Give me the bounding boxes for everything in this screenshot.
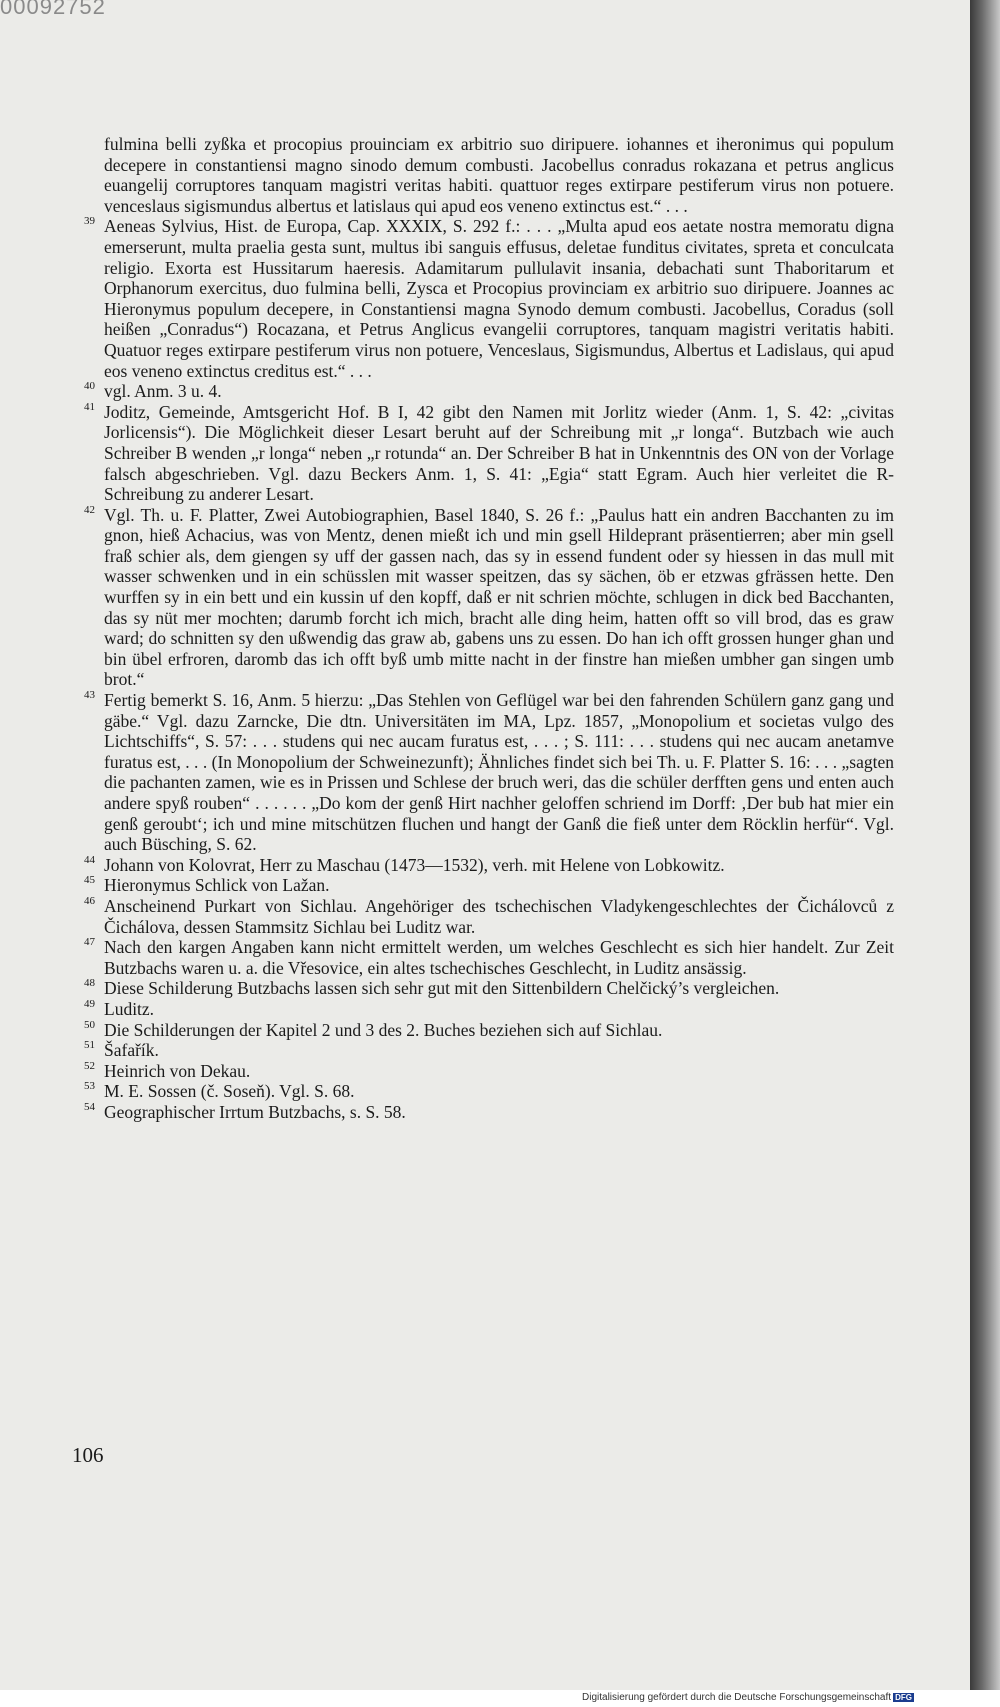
footnote-number: 41 — [84, 400, 95, 413]
footnote-number: 46 — [84, 894, 95, 907]
footnote-text: Geographischer Irrtum Butzbachs, s. S. 58. — [104, 1101, 406, 1122]
footnote-number: 53 — [84, 1080, 95, 1093]
footnote-text: Joditz, Gemeinde, Amtsgericht Hof. B I, 42 gibt den Namen mit Jorlitz wieder (Anm. 1, S. 42: „civitas Jorlicensis“). Die Möglichkeit dieser Lesart beruht auf der Schreibung mit „r longa“. Butzbach wie auch Schreiber B wenden „r longa“ neben „r rotunda“ an. Der Schreiber B hat in Unkenntnis des ON von der Vorlage falsch abgeschrieben. Vgl. dazu Beckers Anm. 1, S. 41: „Egia“ statt Egram. Auch hier verleitet die R-Schreibung zu anderer Lesart. — [104, 401, 894, 505]
footnote-47 — [84, 937, 894, 978]
footnote-number: 49 — [84, 997, 95, 1010]
footnote-text: Anscheinend Purkart von Sichlau. Angehöriger des tschechischen Vladykengeschlechtes der Čichálovců z Čichálova, dessen Stammsitz Sichlau bei Luditz war. — [104, 895, 894, 937]
footnote-44 — [84, 855, 894, 876]
footnote-text: Heinrich von Dekau. — [104, 1060, 251, 1081]
footnote-45 — [84, 875, 894, 896]
footnote-text: Šafařík. — [104, 1040, 159, 1061]
footnote-number: 42 — [84, 503, 95, 516]
footnote-51 — [84, 1040, 894, 1061]
footnote-number: 52 — [84, 1059, 95, 1072]
footnote-number: 51 — [84, 1039, 95, 1052]
footnote-number: 48 — [84, 977, 95, 990]
footnote-52 — [84, 1061, 894, 1082]
scan-id: 00092752 — [0, 0, 106, 19]
footnote-text: Luditz. — [104, 998, 155, 1019]
dfg-logo: DFG — [895, 1693, 912, 1702]
footnote-54 — [84, 1102, 894, 1123]
footnote-text: M. E. Sossen (č. Soseň). Vgl. S. 68. — [104, 1081, 355, 1102]
page-number: 106 — [72, 1443, 104, 1467]
footnote-text: vgl. Anm. 3 u. 4. — [104, 381, 222, 402]
footnote-number: 43 — [84, 689, 95, 702]
footnote-40 — [84, 381, 894, 402]
footnote-block — [84, 134, 894, 1123]
footnote-text: Aeneas Sylvius, Hist. de Europa, Cap. XXXIX, S. 292 f.: . . . „Multa apud eos aetate nostra memoratu digna emerserunt, multa praelia gesta sunt, multus ibi sanguis effusus, deletae funditus civitates, spreta et conculcata religio. Exorta est Hussitarum haeresis. Adamitarum pullulavit insania, debachati sunt Thaboritarum et Orphanorum exercitus, duo fulmina belli, Zysca et Procopius provinciam ex arbitrio suo diripuere. Joannes ac Hieronymus populum decepere, in Constantiensi magna Synodo demum combusti. Jacobellus, Coradus (soll heißen „Conradus“) Rocazana, et Petrus Anglicus evangelii corruptores, tanquam magistri veritatis habiti. Quatuor reges extirpare pestiferum virus non potuere, Venceslaus, Sigismundus, Albertus et Ladislaus, qui apud eos veneno extinctus creditus est.“ . . . — [104, 216, 894, 381]
footnote-46 — [84, 896, 894, 937]
footnote-number: 50 — [84, 1018, 95, 1031]
funding-credit — [582, 1692, 914, 1703]
footnote-48 — [84, 978, 894, 999]
footnote-continuation: fulmina belli zyßka et procopius prouinciam ex arbitrio suo diripuere. iohannes et iheronimus qui populum decepere in constantiensi magno sinodo demum combusti. Jacobellus conradus rokazana et petrus anglicus euangelij corruptores tanquam magistri veritas habiti. quattuor reges extirpare pestiferum virus non potuere. venceslaus sigismundus albertus et latislaus qui apud eos veneno extinctus est.“ . . . — [104, 134, 894, 216]
credit-text: Digitalisierung gefördert durch die Deutsche Forschungsgemeinschaft — [582, 1692, 892, 1703]
footnote-text: Johann von Kolovrat, Herr zu Maschau (1473—1532), verh. mit Helene von Lobkowitz. — [104, 854, 725, 875]
footnote-number: 45 — [84, 874, 95, 887]
footnote-text: Nach den kargen Angaben kann nicht ermittelt werden, um welches Geschlecht es sich hier handelt. Zur Zeit Butzbachs waren u. a. die Vřesovice, ein altes tschechisches Geschlecht, in Luditz ansässig. — [104, 937, 894, 978]
footnote-number: 54 — [84, 1100, 95, 1113]
footnote-50 — [84, 1020, 894, 1041]
footnote-text: Vgl. Th. u. F. Platter, Zwei Autobiographien, Basel 1840, S. 26 f.: „Paulus hatt ein andren Bacchanten zu im gnon, hieß Achacius, was von Mentz, denen mießt ich und min gsell Hildeprant präsentierren; aber min gsell fraß schier als, dem giengen sy uff der gassen nach, das sy in essend fundent oder sy hiessen in das mull mit wasser schwenken und in ein schüsslen mit wasser speitzen, das sy sächen, öb er etzwas gfrässen hette. Den wurffen sy in ein bett und ein kussin uf den kopff, daß er nit schrien möchte, schlugen in dick bed Bacchanten, das sy nüt mer mochten; darumb forcht ich mich, bracht alle ding heim, hatten offt so vill brod, das es graw ward; do schnitten sy den ußwendig das graw ab, gabens uns zu essen. Do han ich offt grossen hunger ghan und bin übel erfroren, daromb das ich offt byß umb mitte nacht in der finstre han mießen umbher gan singen umb brot.“ — [104, 504, 894, 690]
scan-edge — [970, 0, 1000, 1690]
footnote-number: 40 — [84, 380, 95, 393]
footnote-text: Hieronymus Schlick von Lažan. — [104, 875, 330, 896]
footnote-text: Fertig bemerkt S. 16, Anm. 5 hierzu: „Das Stehlen von Geflügel war bei den fahrenden Schülern ganz gang und gäbe.“ Vgl. dazu Zarncke, Die dtn. Universitäten im MA, Lpz. 1857, „Monopolium et societas vulgo des Lichtschiffs“, S. 57: . . . studens qui nec aucam furatus est, . . . ; S. 111: . . . studens qui nec aucam anetamve furatus est, . . . (In Monopolium der Schweinezunft); Ähnliches findet sich bei Th. u. F. Platter S. 16: . . . „sagten die pachanten zamen, wie es in Prissen und Schlese der bruch weri, das die schüler derfften gens und enten auch andere spyß rouben“ . . . . . . „Do kom der genß Hirt nachher geloffen schriend im Dorff: ‚Der bub hat mier ein genß geroubt‘; ich und mine mitschützen fluchen und hangt der Ganß die fieß unter dem Röcklin herfür“. Vgl. auch Büsching, S. 62. — [104, 690, 894, 855]
footnote-49 — [84, 999, 894, 1020]
footnote-41 — [84, 402, 894, 505]
footnote-text: Die Schilderungen der Kapitel 2 und 3 des 2. Buches beziehen sich auf Sichlau. — [104, 1019, 663, 1040]
footnote-42 — [84, 505, 894, 690]
footnote-text: Diese Schilderung Butzbachs lassen sich sehr gut mit den Sittenbildern Chelčický’s vergleichen. — [104, 978, 780, 999]
footnote-number: 47 — [84, 936, 95, 949]
footnote-number: 39 — [84, 215, 95, 228]
footnote-53 — [84, 1081, 894, 1102]
footnote-43 — [84, 690, 894, 855]
footnote-39 — [84, 216, 894, 381]
footnote-number: 44 — [84, 853, 95, 866]
